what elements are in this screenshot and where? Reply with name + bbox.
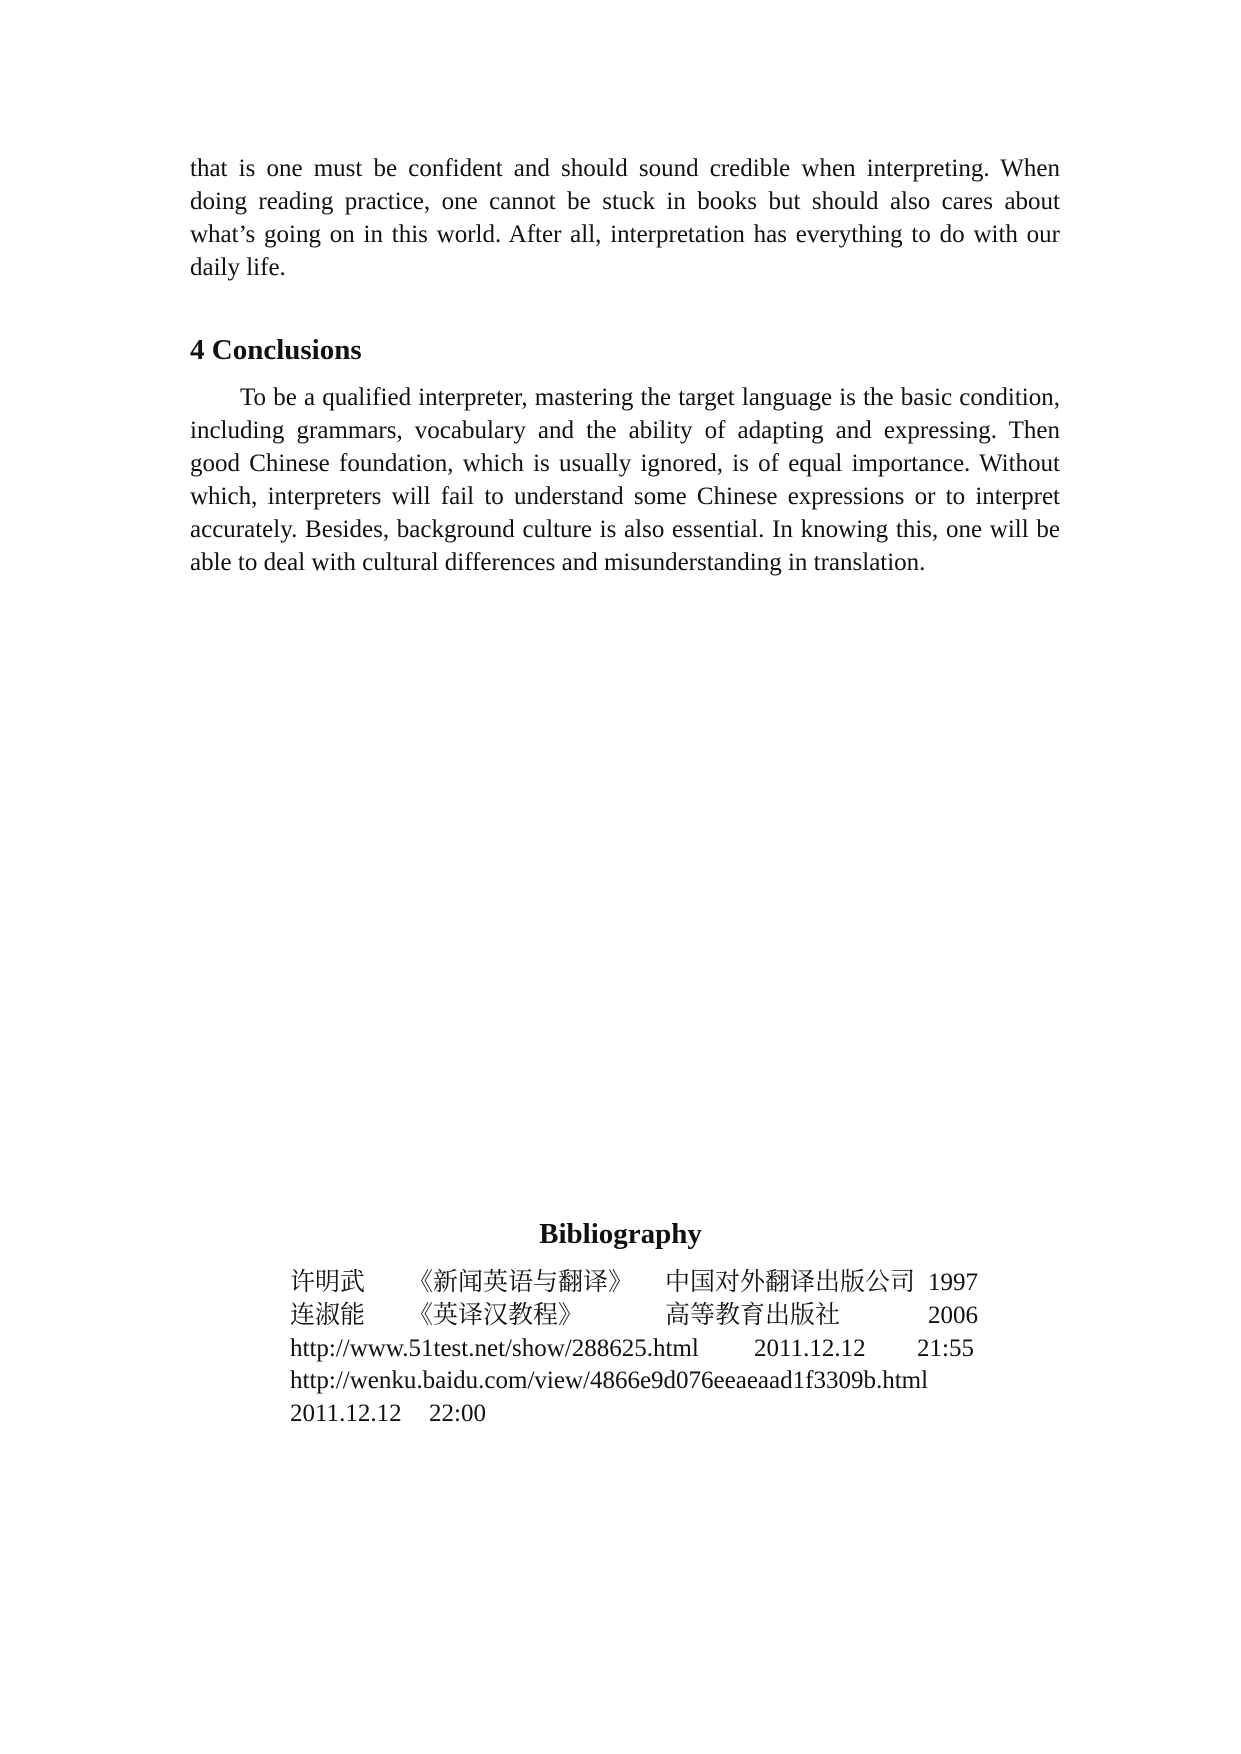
section-heading-conclusions: 4 Conclusions — [190, 334, 362, 366]
paragraph-line: including grammars, vocabulary and the ability of adapting and expressing. Then — [190, 417, 1060, 444]
bib-access-time: 21:55 — [917, 1335, 974, 1362]
continued-paragraph — [190, 152, 1060, 284]
bib-title: 《英译汉教程》 — [408, 1302, 584, 1329]
paragraph-line: good Chinese foundation, which is usually ignored, is of equal importance. Without — [190, 450, 1060, 477]
paragraph-line: daily life. — [190, 254, 286, 281]
bibliography-entry — [0, 1299, 1241, 1332]
bibliography-entry-continued — [0, 1397, 1241, 1430]
bib-title: 《新闻英语与翻译》 — [408, 1269, 634, 1296]
paragraph-line: that is one must be confident and should sound credible when interpreting. When — [190, 155, 1060, 182]
bib-access-time: 22:00 — [429, 1400, 486, 1427]
paragraph-line: able to deal with cultural differences and misunderstanding in translation. — [190, 549, 926, 576]
bib-year: 2006 — [928, 1302, 978, 1329]
bib-publisher: 中国对外翻译出版公司 — [665, 1269, 916, 1296]
bib-publisher: 高等教育出版社 — [665, 1302, 841, 1329]
bibliography-entry — [0, 1332, 1241, 1365]
bibliography-entry — [0, 1266, 1241, 1299]
paragraph-line: what’s going on in this world. After all, interpretation has everything to do with our — [190, 221, 1060, 248]
bib-author: 许明武 — [290, 1269, 366, 1296]
bib-author: 连淑能 — [290, 1302, 366, 1329]
bibliography-entry — [0, 1364, 1241, 1397]
bib-url: http://wenku.baidu.com/view/4866e9d076eeaeaad1f3309b.html — [290, 1367, 929, 1394]
bib-access-date: 2011.12.12 — [754, 1335, 866, 1362]
bibliography-heading: Bibliography — [539, 1218, 702, 1250]
bib-access-date: 2011.12.12 — [290, 1400, 402, 1427]
paragraph-line: accurately. Besides, background culture is also essential. In knowing this, one will be — [190, 516, 1060, 543]
conclusions-paragraph — [190, 381, 1060, 579]
paragraph-line: which, interpreters will fail to understand some Chinese expressions or to interpret — [190, 483, 1060, 510]
paragraph-line: doing reading practice, one cannot be stuck in books but should also cares about — [190, 188, 1060, 215]
bib-year: 1997 — [928, 1269, 978, 1296]
bib-url: http://www.51test.net/show/288625.html — [290, 1335, 699, 1362]
paragraph-line: To be a qualified interpreter, mastering the target language is the basic condition, — [240, 384, 1060, 411]
